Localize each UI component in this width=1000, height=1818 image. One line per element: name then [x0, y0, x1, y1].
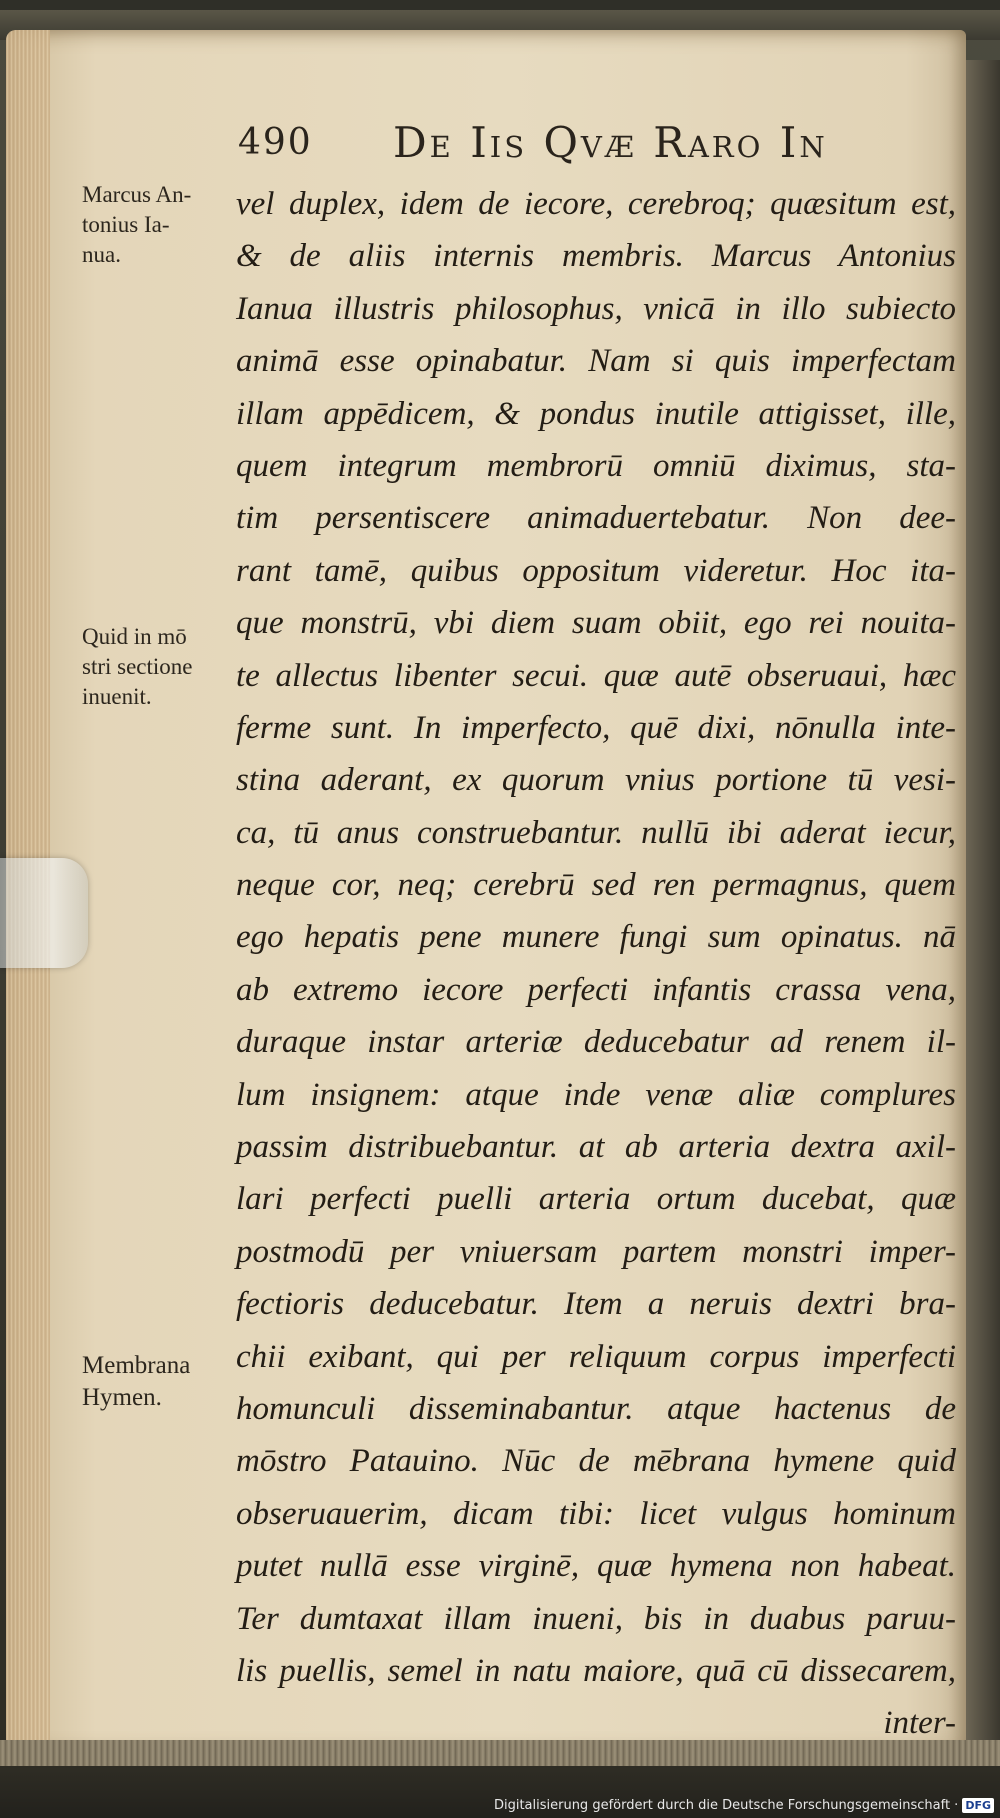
marginal-note-line: Quid in mō [82, 624, 187, 649]
marginal-note-line: stri sectione [82, 654, 193, 679]
text-line: que monstrū, vbi diem suam obiit, ego rei nouita- [236, 605, 956, 642]
text-line: mōstro Patauino. Nūc de mēbrana hymene quid [236, 1443, 956, 1480]
text-line: homunculi disseminabantur. atque hactenus de [236, 1390, 956, 1427]
text-line: rant tamē, quibus oppositum videretur. Hoc ita- [236, 552, 956, 589]
digitization-footer [494, 1794, 994, 1816]
text-line: ego hepatis pene munere fungi sum opinatus. nā [236, 919, 956, 956]
text-line: passim distribuebantur. at ab arteria dextra axil- [236, 1129, 956, 1166]
text-line: tim persentiscere animaduertebatur. Non dee- [236, 500, 956, 537]
marginal-note-line: nua. [82, 242, 121, 267]
text-line: duraque instar arteriæ deducebatur ad renem il- [236, 1024, 956, 1061]
body-text [236, 178, 956, 1750]
marginal-note-monster-dissection [82, 622, 234, 712]
page-header [238, 118, 898, 172]
text-line: lari perfecti puelli arteria ortum ducebat, quæ [236, 1181, 956, 1218]
text-line: ab extremo iecore perfecti infantis crassa vena, [236, 971, 956, 1008]
marginal-note-line: Membrana [82, 1352, 191, 1379]
text-line: neque cor, neq; cerebrū sed ren permagnus, quem [236, 867, 956, 904]
running-title: De Iis Qvæ Raro In [393, 118, 828, 167]
text-line: Ianua illustris philosophus, vnicā in illo subiecto [236, 290, 956, 327]
catchword: inter- [883, 1705, 956, 1742]
text-line: postmodū per vniuersam partem monstri imper- [236, 1233, 956, 1270]
footer-credit: Digitalisierung gefördert durch die Deutsche Forschungsgemeinschaft · [493, 1797, 959, 1813]
text-line: putet nullā esse virginē, quæ hymena non habeat. [236, 1548, 956, 1585]
text-line: vel duplex, idem de iecore, cerebroq; quæsitum est, [236, 186, 956, 222]
marginal-note-hymen [82, 1350, 234, 1414]
marginal-note-line: Hymen. [82, 1384, 162, 1411]
text-line: animā esse opinabatur. Nam si quis imperfectam [236, 343, 956, 380]
text-line: ca, tū anus construebantur. nullū ibi aderat iecur, [236, 814, 956, 851]
dfg-logo: DFG [962, 1798, 994, 1813]
text-line: illam appēdicem, & pondus inutile attigisset, ille, [236, 395, 956, 432]
text-line: fectioris deducebatur. Item a neruis dextri bra- [236, 1286, 956, 1323]
book-right-edge [966, 60, 1000, 1760]
page-number: 490 [238, 122, 313, 163]
marginal-note-line: tonius Ia- [82, 212, 170, 237]
marginal-note-marcus-antonius [82, 180, 234, 270]
text-line: Ter dumtaxat illam inueni, bis in duabus paruu- [236, 1600, 956, 1637]
text-line: lis puellis, semel in natu maiore, quā cū dissecarem, [236, 1652, 956, 1689]
page-clip [0, 858, 88, 968]
text-line: ferme sunt. In imperfecto, quē dixi, nōnulla inte- [236, 709, 956, 746]
marginal-note-line: Marcus An- [82, 182, 192, 207]
text-line: lum insignem: atque inde venæ aliæ complures [236, 1076, 956, 1113]
text-line: & de aliis internis membris. Marcus Antonius [236, 238, 956, 275]
text-line: stina aderant, ex quorum vnius portione tū vesi- [236, 762, 956, 799]
text-line: obseruauerim, dicam tibi: licet vulgus hominum [236, 1495, 956, 1532]
text-line: te allectus libenter secui. quæ autē obseruaui, hæc [236, 657, 956, 694]
marginal-note-line: inuenit. [82, 684, 152, 709]
text-line: chii exibant, qui per reliquum corpus imperfecti [236, 1338, 956, 1375]
text-line: quem integrum membrorū omniū diximus, sta- [236, 447, 956, 484]
